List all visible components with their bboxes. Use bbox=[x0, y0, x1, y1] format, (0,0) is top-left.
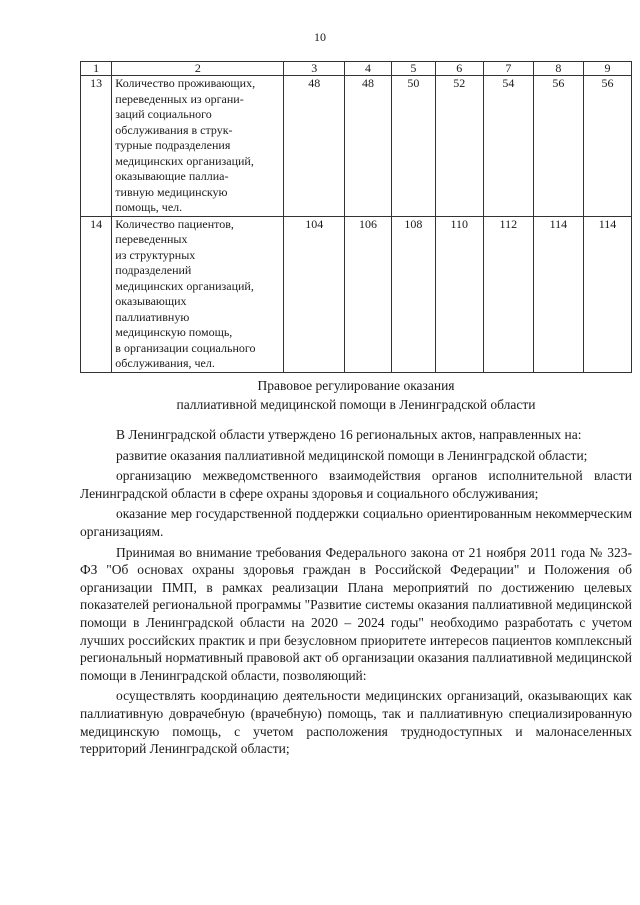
table-header-cell: 3 bbox=[284, 62, 345, 76]
table-header-cell: 6 bbox=[435, 62, 483, 76]
row-value: 50 bbox=[391, 76, 435, 217]
row-value: 106 bbox=[345, 216, 392, 372]
row-value: 56 bbox=[533, 76, 583, 217]
page-number: 10 bbox=[314, 30, 326, 44]
row-description: Количество проживающих, переведенных из органи- заций социального обслуживания в струк- турные подразделения медицинских организаций, оказывающие паллиа- тивную медицинскую помощь, чел. bbox=[112, 76, 284, 217]
body-text bbox=[80, 426, 632, 761]
row-value: 104 bbox=[284, 216, 345, 372]
row-number: 14 bbox=[81, 216, 112, 372]
row-value: 48 bbox=[284, 76, 345, 217]
table-header-cell: 7 bbox=[483, 62, 533, 76]
row-value: 54 bbox=[483, 76, 533, 217]
section-title-line: паллиативной медицинской помощи в Ленинградской области bbox=[176, 397, 536, 412]
table-header-cell: 1 bbox=[81, 62, 112, 76]
table-header-cell: 2 bbox=[112, 62, 284, 76]
row-description: Количество пациентов, переведенных из структурных подразделений медицинских организаций, оказывающих паллиативную медицинскую помощь, в организации социального обслуживания, чел. bbox=[112, 216, 284, 372]
row-value: 110 bbox=[435, 216, 483, 372]
table-row bbox=[81, 76, 632, 217]
paragraph: осуществлять координацию деятельности медицинских организаций, оказывающих как паллиативную доврачебную (врачебную) помощь, так и паллиативную специализированную медицинскую помощь, с учетом расположения труднодоступных и малонаселенных территорий Ленинградской области; bbox=[80, 688, 632, 757]
paragraph: Принимая во внимание требования Федерального закона от 21 ноября 2011 года № 323-ФЗ "Об основах охраны здоровья граждан в Российской Федерации" и Положения об организации ПМП, в рамках реализации Плана мероприятий по достижению целевых показателей региональной программы "Развитие системы оказания паллиативной медицинской помощи в Ленинградской области на 2020 – 2024 годы" необходимо разработать с учетом лучших российских практик и при безусловном приоритете интересов пациентов комплексный региональный нормативный правовой акт об организации оказания паллиативной медицинской помощи в Ленинградской области, позволяющий: bbox=[80, 544, 632, 683]
paragraph: развитие оказания паллиативной медицинской помощи в Ленинградской области; bbox=[116, 447, 588, 463]
row-value: 108 bbox=[391, 216, 435, 372]
row-value: 114 bbox=[583, 216, 631, 372]
row-value: 112 bbox=[483, 216, 533, 372]
indicators-table bbox=[80, 61, 632, 373]
paragraph: В Ленинградской области утверждено 16 региональных актов, направленных на: bbox=[116, 427, 582, 442]
table-row bbox=[81, 216, 632, 372]
table-header-cell: 4 bbox=[345, 62, 392, 76]
table-header-cell: 5 bbox=[391, 62, 435, 76]
row-value: 56 bbox=[583, 76, 631, 217]
paragraph: организацию межведомственного взаимодействия органов исполнительной власти Ленинградской области в сфере охраны здоровья и социального обслуживания; bbox=[80, 468, 632, 501]
section-title-line: Правовое регулирование оказания bbox=[257, 378, 455, 393]
paragraph: оказание мер государственной поддержки социально ориентированным некоммерческим организациям. bbox=[80, 506, 632, 539]
table-header-row bbox=[81, 62, 632, 76]
table-header-cell: 9 bbox=[583, 62, 631, 76]
table-header-cell: 8 bbox=[533, 62, 583, 76]
section-title bbox=[80, 376, 632, 414]
row-value: 114 bbox=[533, 216, 583, 372]
row-value: 48 bbox=[345, 76, 392, 217]
row-number: 13 bbox=[81, 76, 112, 217]
row-value: 52 bbox=[435, 76, 483, 217]
